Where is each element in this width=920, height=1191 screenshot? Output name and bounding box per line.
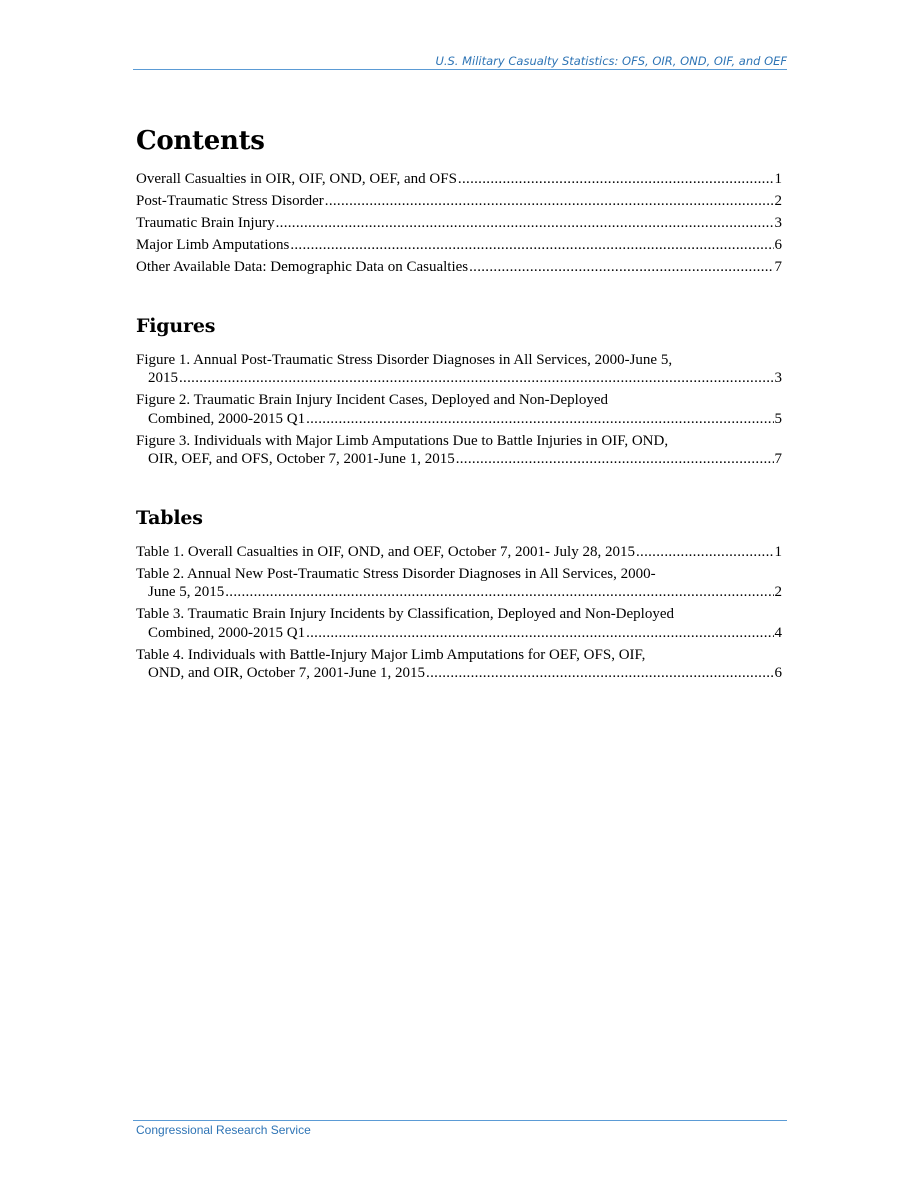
toc-page-number: 2	[774, 193, 782, 209]
contents-entry[interactable]	[136, 214, 782, 233]
contents-entry[interactable]	[136, 258, 782, 277]
tables-list	[136, 543, 782, 683]
toc-entry-text: Major Limb Amputations	[136, 237, 290, 253]
dot-leader	[426, 664, 773, 683]
toc-entry-text: OND, and OIR, October 7, 2001-June 1, 2015	[148, 665, 426, 681]
toc-page-number: 6	[774, 665, 782, 681]
toc-entry-text: Figure 1. Annual Post-Traumatic Stress Disorder Diagnoses in All Services, 2000-June 5,	[136, 351, 673, 368]
toc-entry-text: Post-Traumatic Stress Disorder	[136, 193, 324, 209]
table-entry[interactable]	[136, 543, 782, 562]
dot-leader	[325, 192, 774, 211]
toc-entry-text: Figure 3. Individuals with Major Limb Amputations Due to Battle Injuries in OIF, OND,	[136, 432, 669, 449]
dot-leader	[458, 170, 774, 189]
dot-leader	[276, 214, 774, 233]
toc-entry-text: Figure 2. Traumatic Brain Injury Incident Cases, Deployed and Non-Deployed	[136, 392, 608, 408]
toc-entry-text: Combined, 2000-2015 Q1	[148, 410, 306, 427]
toc-entry-text: Other Available Data: Demographic Data on Casualties	[136, 259, 469, 275]
table-entry[interactable]	[136, 646, 782, 683]
toc-page-number: 7	[774, 259, 782, 275]
toc-page-number: 3	[774, 215, 782, 231]
figure-entry[interactable]	[136, 432, 782, 469]
toc-page-number: 5	[774, 410, 782, 427]
contents-entry[interactable]	[136, 170, 782, 189]
toc-entry-text: June 5, 2015	[148, 584, 225, 600]
dot-leader	[290, 236, 773, 255]
header-rule	[133, 69, 787, 70]
dot-leader	[636, 543, 774, 562]
running-header-title: U.S. Military Casualty Statistics: OFS, OIR, OND, OIF, and OEF	[435, 54, 787, 68]
figures-list	[136, 351, 782, 469]
toc-entry-text: Traumatic Brain Injury	[136, 215, 275, 231]
toc-page-number: 1	[774, 543, 782, 560]
toc-entry-text: Table 3. Traumatic Brain Injury Incidents by Classification, Deployed and Non-Deployed	[136, 606, 675, 622]
tables-heading: Tables	[136, 506, 203, 529]
toc-entry-text: Combined, 2000-2015 Q1	[148, 624, 306, 641]
toc-entry-text: Table 1. Overall Casualties in OIF, OND, and OEF, October 7, 2001- July 28, 2015	[136, 543, 635, 560]
toc-page-number: 4	[774, 624, 782, 641]
toc-entry-text: 2015	[148, 370, 178, 386]
dot-leader	[306, 624, 773, 643]
toc-entry-text: Overall Casualties in OIR, OIF, OND, OEF, and OFS	[136, 171, 457, 187]
dot-leader	[306, 410, 773, 429]
toc-page-number: 1	[774, 171, 782, 187]
toc-entry-text: Table 2. Annual New Post-Traumatic Stress Disorder Diagnoses in All Services, 2000-	[136, 565, 656, 582]
figure-entry[interactable]	[136, 351, 782, 388]
figure-entry[interactable]	[136, 391, 782, 428]
toc-page-number: 7	[774, 451, 782, 467]
toc-page-number: 2	[774, 584, 782, 600]
table-entry[interactable]	[136, 565, 782, 602]
dot-leader	[469, 258, 773, 277]
dot-leader	[225, 583, 773, 602]
toc-page-number: 3	[774, 370, 782, 386]
contents-entry[interactable]	[136, 236, 782, 255]
table-of-contents	[136, 122, 782, 686]
dot-leader	[179, 369, 774, 388]
dot-leader	[456, 450, 774, 469]
footer-rule	[133, 1120, 787, 1121]
toc-page-number: 6	[774, 237, 782, 253]
figures-heading: Figures	[136, 314, 216, 337]
footer-organization: Congressional Research Service	[136, 1123, 311, 1137]
contents-list	[136, 170, 782, 277]
toc-entry-text: Table 4. Individuals with Battle-Injury Major Limb Amputations for OEF, OFS, OIF,	[136, 646, 646, 663]
table-entry[interactable]	[136, 605, 782, 642]
contents-entry[interactable]	[136, 192, 782, 211]
contents-heading: Contents	[136, 126, 265, 156]
toc-entry-text: OIR, OEF, and OFS, October 7, 2001-June 1, 2015	[148, 451, 455, 467]
